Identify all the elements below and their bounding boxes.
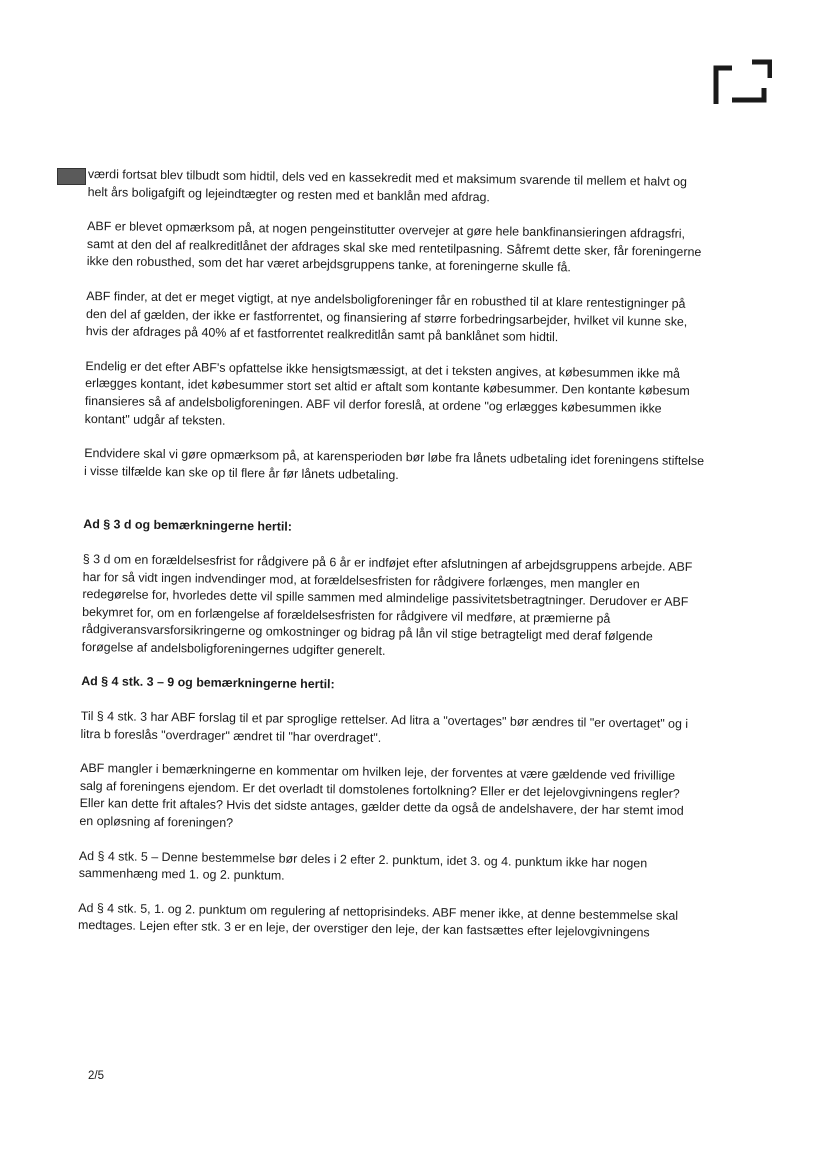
page-number: 2/5: [88, 1070, 104, 1082]
paragraph: § 3 d om en forældelsesfrist for rådgivere på 6 år er indføjet efter afslutningen af arbejdsgruppens arbejde. ABF har for så vidt ingen indvendinger mod, at forældelsesfristen for rådgivere forlænges, men mangler en redegørelse for, hvorledes dette vil spille sammen med almindelige passivitetsbetragtninger. Derudover er ABF bekymret for, om en forlængelse af forældelsesfristen for rådgivere vil medføre, at præmierne på rådgiveransvarsforsikringerne og omkostninger og bidrag på lån vil stige betragteligt med deraf følgende forøgelse af andelsboligforeningernes udgifter generelt.: [81, 551, 693, 658]
section-heading: Ad § 3 d og bemærkningerne hertil:: [83, 517, 292, 535]
paragraph: Ad § 4 stk. 5, 1. og 2. punktum om regulering af nettoprisindeks. ABF mener ikke, at denne bestemmelse skal medtages. Lejen efter stk. 3 er en leje, der overstiger den leje, der kan fastsættes efter lejelovgivningens: [77, 900, 679, 940]
redaction-marker: [57, 168, 86, 185]
paragraph: Til § 4 stk. 3 har ABF forslag til et par sproglige rettelser. Ad litra a "overtages" bør ændres til "er overtaget" og i litra b foreslås "overdrager" ændret til "har overdraget".: [80, 709, 689, 745]
paragraph: ABF mangler i bemærkningerne en kommentar om hvilken leje, der forventes at være gældende ved frivillige salg af foreningens ejendom. Er det overladt til domstolenes fortolkning? Eller er det lejelovgivningens regler? Eller kan dette frit aftales? Hvis det sidste antages, gælder dette da også de andelshavere, der har stemt imod en opløsning af foreningen?: [79, 761, 684, 830]
crop-corner-mark-icon: [712, 58, 772, 106]
paragraph: ABF finder, at det er meget vigtigt, at nye andelsboligforeninger får en robusthed til at klare rentestigninger på den del af gælden, der ikke er fastforrentet, og finansiering af større forbedringsarbejder, hvilket vil kunne ske, hvis der afdrages på 40% af et fastforrentet realkreditlån samt på banklånet som hidtil.: [85, 288, 688, 345]
paragraph: værdi fortsat blev tilbudt som hidtil, dels ved en kassekredit med et maksimum svarende til mellem et halvt og helt års boligafgift og lejeindtægter og resten med et banklån med afdrag.: [87, 166, 688, 204]
paragraph: Endelig er det efter ABF's opfattelse ikke hensigtsmæssigt, at det i teksten angives, at købesummen ikke må erlægges kontant, idet købesummer stort set altid er aftalt som kontante købesummer. Den kontante købesum finansieres så af andelsboligforeningen. ABF vil derfor foreslå, at ordene "og erlægges købesummen ikke kontant" udgår af teksten.: [84, 358, 690, 428]
paragraph: Ad § 4 stk. 5 – Denne bestemmelse bør deles i 2 efter 2. punktum, idet 3. og 4. punktum ikke har nogen sammenhæng med 1. og 2. punktum.: [78, 848, 648, 883]
paragraph: ABF er blevet opmærksom på, at nogen pengeinstitutter overvejer at gøre hele bankfinansieringen afdragsfri, samt at den del af realkreditlånet der afdrages skal ske med rentetilpasning. Såfremt dette sker, får foreningerne ikke den robusthed, som det har været arbejdsgruppens tanke, at foreningerne skulle få.: [86, 219, 702, 275]
section-heading: Ad § 4 stk. 3 – 9 og bemærkningerne hertil:: [81, 674, 335, 692]
document-body: [78, 166, 708, 943]
paragraph: Endvidere skal vi gøre opmærksom på, at karensperioden bør løbe fra lånets udbetaling idet foreningens stiftelse i visse tilfælde kan ske op til flere år før lånets udbetaling.: [83, 446, 705, 482]
